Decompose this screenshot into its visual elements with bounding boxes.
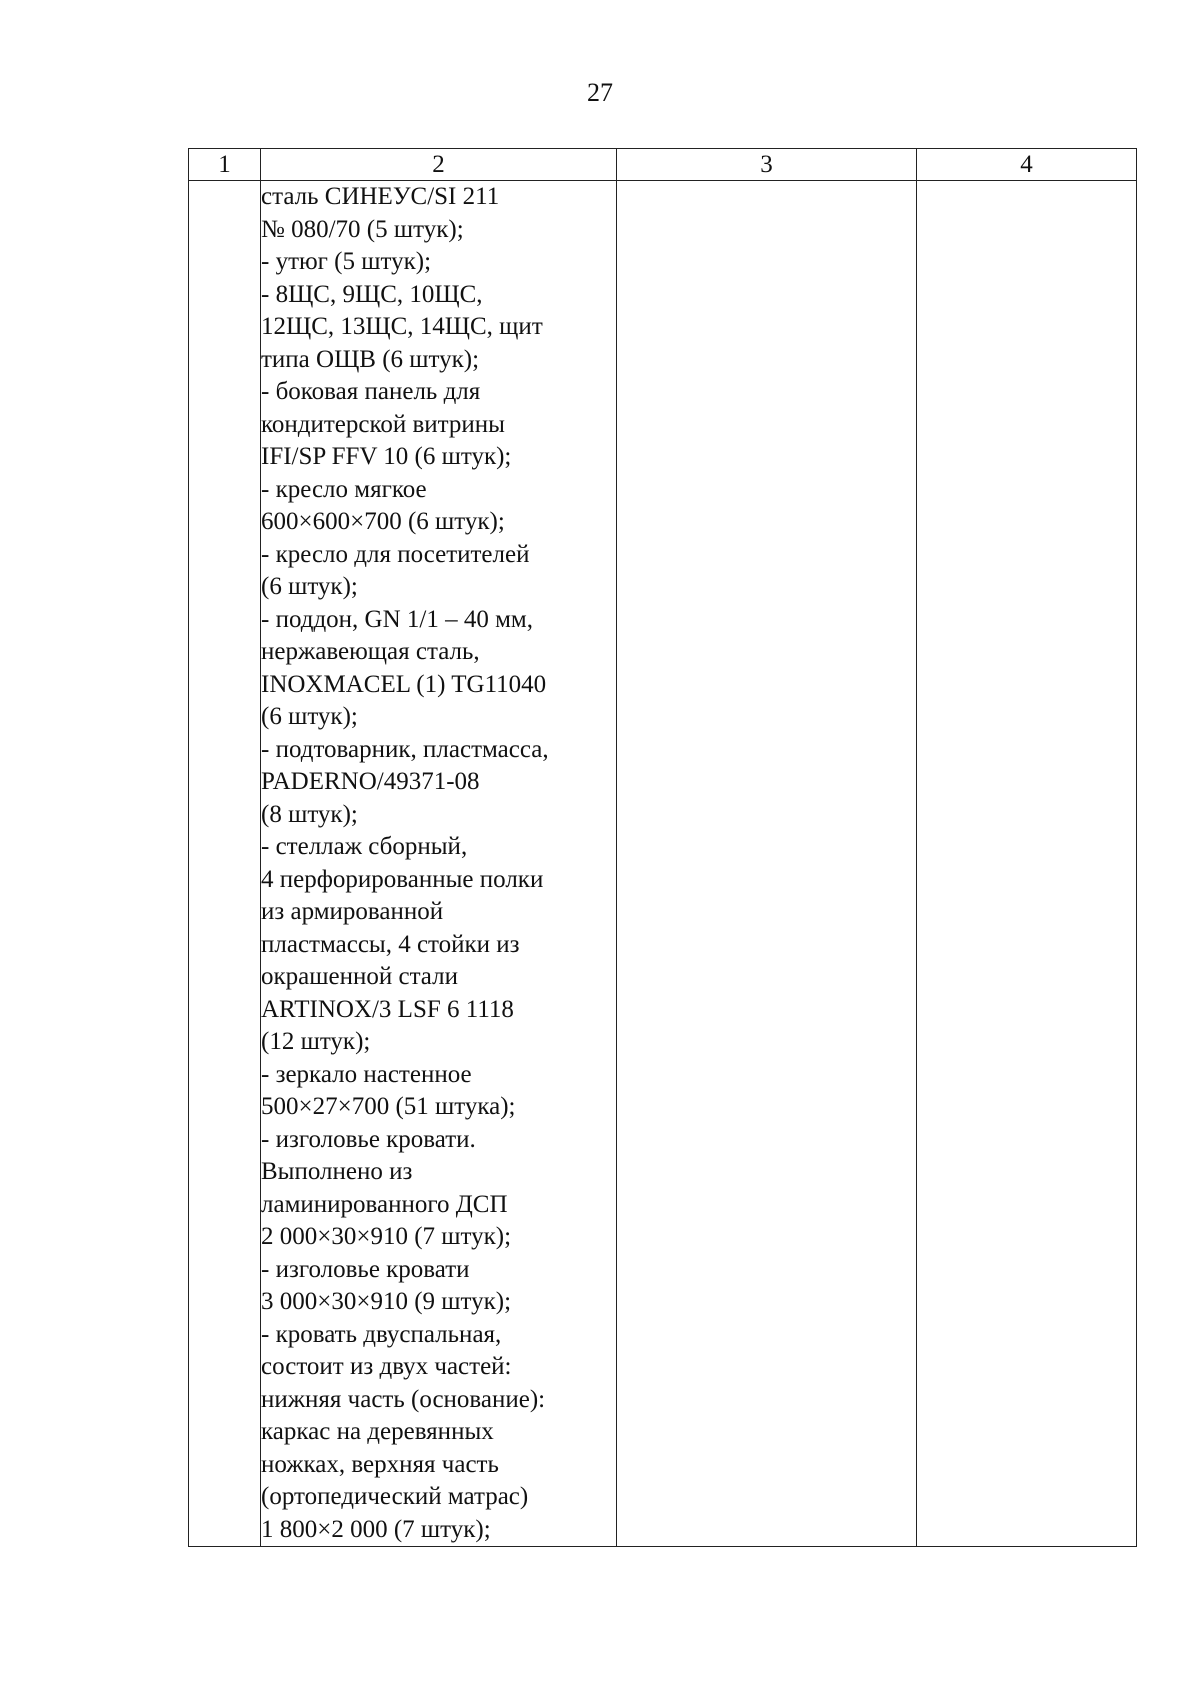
list-line: 600×600×700 (6 штук); bbox=[261, 508, 505, 535]
list-line: - поддон, GN 1/1 – 40 мм, bbox=[261, 605, 533, 633]
list-line: 500×27×700 (51 штука); bbox=[261, 1093, 516, 1120]
list-line: PADERNO/49371-08 bbox=[261, 768, 480, 795]
column-header-2: 2 bbox=[261, 149, 617, 181]
list-line: - кровать двуспальная, bbox=[261, 1320, 502, 1348]
list-line: окрашенной стали bbox=[261, 963, 458, 990]
list-line: (6 штук); bbox=[261, 573, 358, 600]
list-line: кондитерской витрины bbox=[261, 410, 505, 438]
list-line: нижняя часть (основание): bbox=[261, 1385, 546, 1413]
list-line: состоит из двух частей: bbox=[261, 1353, 512, 1380]
cell-column-4 bbox=[917, 181, 1137, 1547]
list-line: из армированной bbox=[261, 898, 444, 925]
list-line: нержавеющая сталь, bbox=[261, 638, 480, 665]
list-line: каркас на деревянных bbox=[261, 1418, 494, 1445]
list-line: Выполнено из bbox=[261, 1158, 413, 1185]
list-line: - кресло мягкое bbox=[261, 475, 427, 503]
table-header-row bbox=[189, 149, 1137, 181]
list-line: - подтоварник, пластмасса, bbox=[261, 735, 549, 763]
equipment-list bbox=[261, 181, 616, 1546]
column-header-4: 4 bbox=[917, 149, 1137, 181]
list-line: INOXMACEL (1) TG11040 bbox=[261, 670, 547, 698]
list-line: (12 штук); bbox=[261, 1028, 371, 1055]
list-line: - утюг (5 штук); bbox=[261, 248, 432, 275]
list-line: (ортопедический матрас) bbox=[261, 1483, 529, 1510]
cell-column-3 bbox=[617, 181, 917, 1547]
cell-column-1 bbox=[189, 181, 261, 1547]
list-line: 3 000×30×910 (9 штук); bbox=[261, 1288, 512, 1315]
list-line: (8 штук); bbox=[261, 800, 358, 828]
cell-column-2 bbox=[261, 181, 617, 1547]
list-line: - кресло для посетителей bbox=[261, 540, 530, 568]
list-line: № 080/70 (5 штук); bbox=[261, 215, 464, 243]
list-line: - 8ЩС, 9ЩС, 10ЩС, bbox=[261, 280, 483, 308]
list-line: ARTINOX/3 LSF 6 1118 bbox=[261, 995, 514, 1023]
list-line: типа ОЩВ (6 штук); bbox=[261, 345, 480, 373]
list-line: (6 штук); bbox=[261, 703, 358, 730]
document-table bbox=[188, 148, 1137, 1547]
table-row bbox=[189, 181, 1137, 1547]
page-number: 27 bbox=[587, 78, 613, 107]
list-line: ламинированного ДСП bbox=[261, 1190, 508, 1218]
list-line: - боковая панель для bbox=[261, 378, 481, 405]
list-line: - изголовье кровати bbox=[261, 1255, 470, 1283]
list-line: пластмассы, 4 стойки из bbox=[261, 930, 520, 958]
list-line: - изголовье кровати. bbox=[261, 1125, 476, 1153]
list-line: сталь СИНЕУС/SI 211 bbox=[261, 183, 500, 210]
list-line: 12ЩС, 13ЩС, 14ЩС, щит bbox=[261, 313, 543, 340]
list-line: - зеркало настенное bbox=[261, 1060, 472, 1088]
list-line: - стеллаж сборный, bbox=[261, 833, 468, 860]
list-line: 1 800×2 000 (7 штук); bbox=[261, 1515, 491, 1543]
list-line: 2 000×30×910 (7 штук); bbox=[261, 1223, 512, 1250]
column-header-3: 3 bbox=[617, 149, 917, 181]
list-line: 4 перфорированные полки bbox=[261, 865, 544, 893]
list-line: IFI/SP FFV 10 (6 штук); bbox=[261, 443, 512, 470]
list-line: ножках, верхняя часть bbox=[261, 1450, 499, 1478]
column-header-1: 1 bbox=[189, 149, 261, 181]
